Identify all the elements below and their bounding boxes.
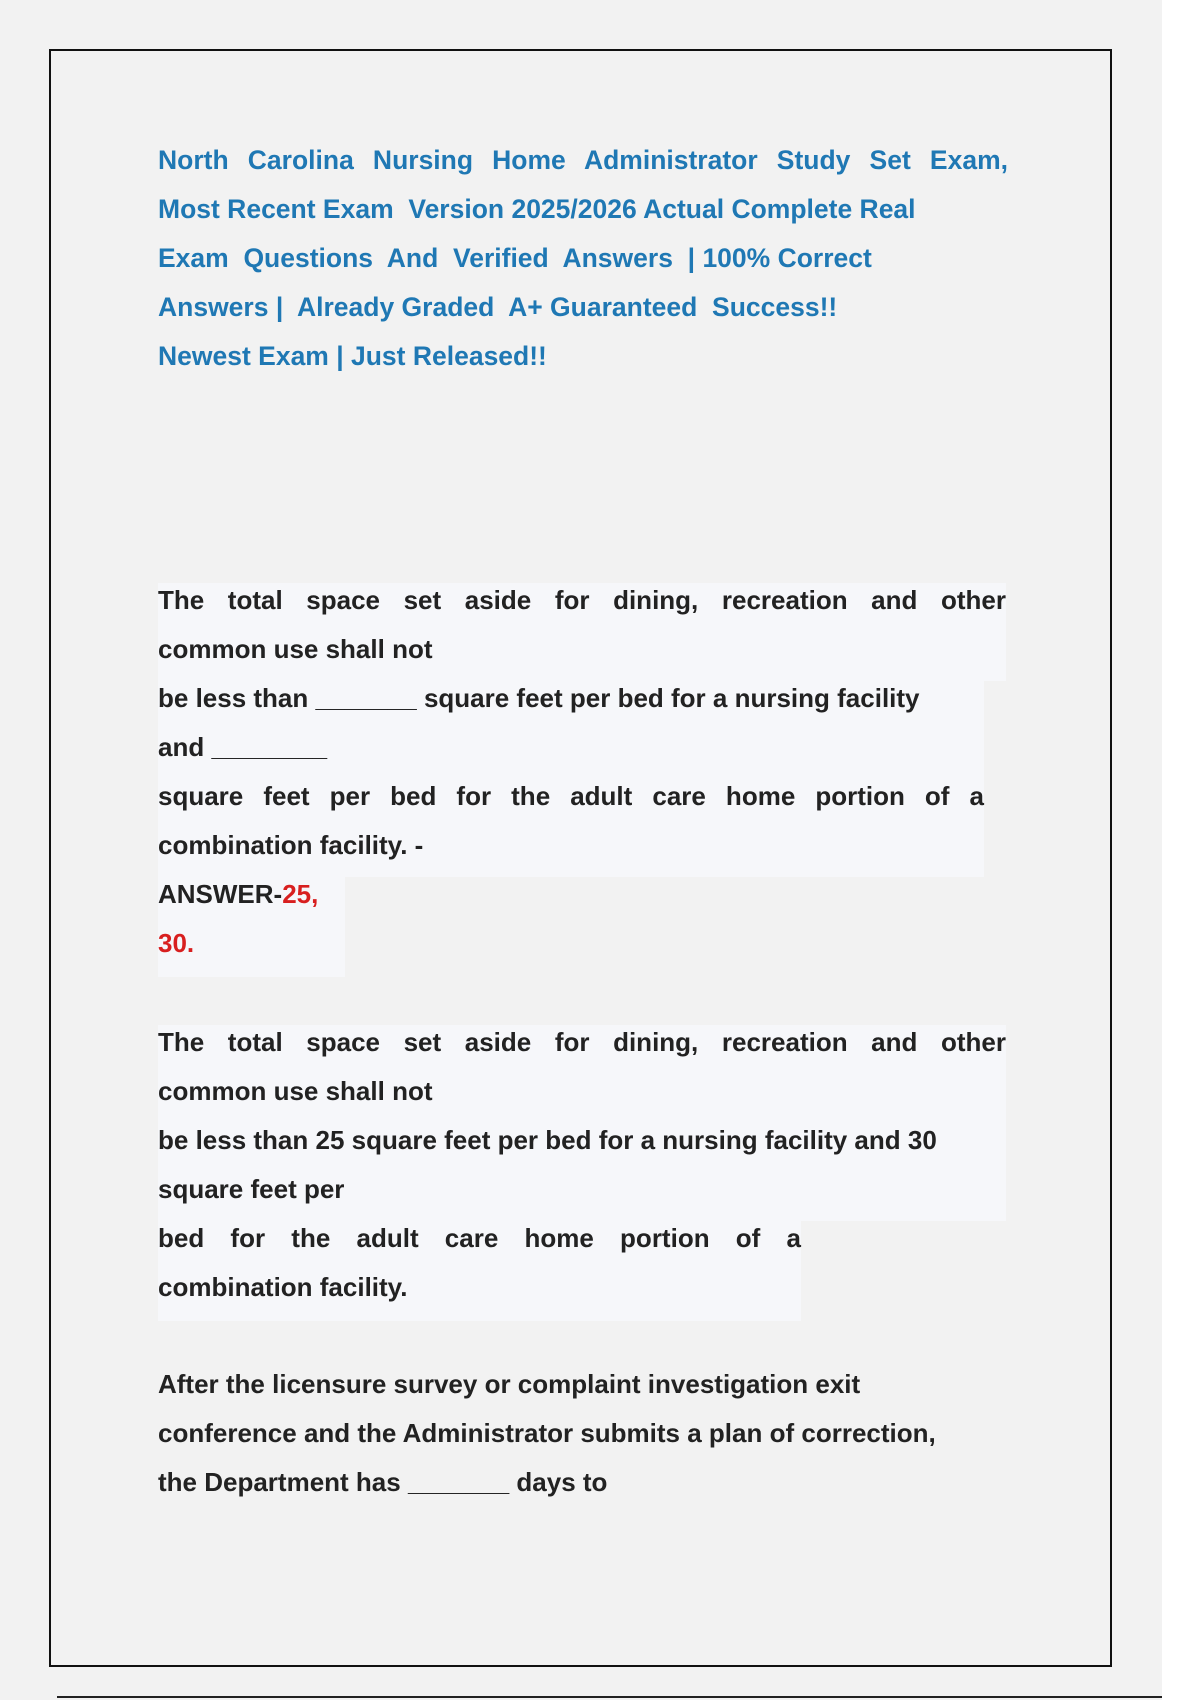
answer-line — [158, 870, 1006, 919]
title-line: Exam Questions And Verified Answers | 100% Correct — [158, 243, 872, 273]
answer-value: 30. — [158, 928, 195, 958]
question-line: combination facility. - — [158, 830, 424, 860]
page-divider — [57, 1696, 1162, 1698]
statement-line: bed for the adult care home portion of a — [158, 1223, 801, 1253]
title-line: Most Recent Exam Version 2025/2026 Actual Complete Real — [158, 194, 916, 224]
question-1 — [158, 576, 1006, 968]
statement-line: combination facility. — [158, 1272, 408, 1302]
question-line: conference and the Administrator submits a plan of correction, — [158, 1418, 936, 1448]
question-line: After the licensure survey or complaint investigation exit — [158, 1369, 861, 1399]
statement-line: square feet per — [158, 1174, 345, 1204]
question-line: be less than _______ square feet per bed for a nursing facility — [158, 683, 920, 713]
statement-line: The total space set aside for dining, recreation and other — [158, 1027, 1006, 1057]
statement-line: common use shall not — [158, 1076, 433, 1106]
statement-line: be less than 25 square feet per bed for a nursing facility and 30 — [158, 1125, 937, 1155]
question-line: square feet per bed for the adult care home portion of a — [158, 781, 984, 811]
question-line: the Department has _______ days to — [158, 1467, 608, 1497]
title-line: Newest Exam | Just Released!! — [158, 341, 547, 371]
question-line: and ________ — [158, 732, 328, 762]
title-line: North Carolina Nursing Home Administrator Study Set Exam, — [158, 145, 1008, 175]
answer-value: 25, — [282, 879, 319, 909]
question-line: common use shall not — [158, 634, 433, 664]
viewer-margin — [1162, 0, 1200, 1700]
answer-label: ANSWER- — [158, 879, 283, 909]
answer-statement-1 — [158, 1018, 1006, 1312]
question-line: The total space set aside for dining, recreation and other — [158, 585, 1006, 615]
document-title — [158, 136, 1008, 381]
title-line: Answers | Already Graded A+ Guaranteed Success!! — [158, 292, 838, 322]
question-2 — [158, 1360, 1006, 1507]
